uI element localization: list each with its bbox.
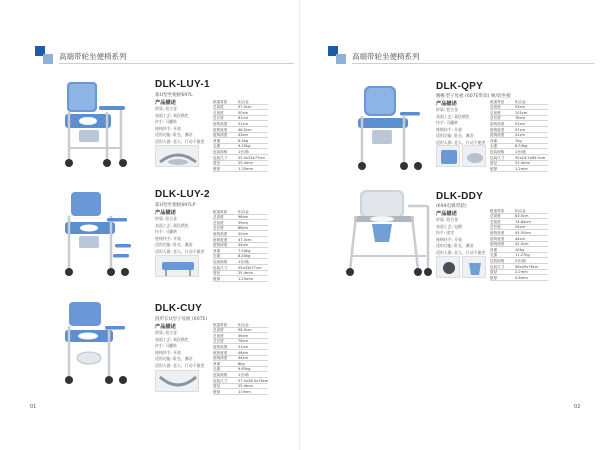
product-image [55,188,137,280]
detail-photo [155,255,199,277]
right-page [300,0,600,450]
product-image [55,296,137,388]
product-subtitle: 靠U型坐便板697L [155,93,193,98]
desc-title: 产品描述 [436,101,457,107]
product-subtitle: 圆形长U型子母板 (607E) [155,317,208,322]
page-number: 02 [574,404,581,410]
detail-photo [155,370,199,392]
header-square-light [336,54,346,64]
spec-table: 框架材质 铝合金 总高度 83.5cm 总宽度 74-84cm 总长度 54cm 座椅高度 45-55cm 座椅宽度 44cm 座椅深度 42.5cm 净重 10kg 毛重 11.27kg 包装规格 2台/箱 包装尺寸 58x29x76cm 管径 2.2mm 壁厚 0.8mm [490,208,548,281]
detail-photo [436,256,460,278]
detail-photo [462,145,486,167]
desc-title: 产品描述 [155,324,176,330]
page-number: 01 [30,404,37,410]
spec-table: 框架材质 铝合金 总高度 96cm 总宽度 59cm 总长度 86cm 座椅高度 50cm 座椅宽度 47.5cm 座椅深度 44cm 净重 7.54kg 毛重 8.45kg 包装规格 1台/箱 包装尺寸 55x33x77cm 管径 25.4mm 壁厚 1.25mm [213,209,268,282]
product-model: DLK-LUY-2 [155,189,210,200]
product-model: DLK-LUY-1 [155,79,210,90]
detail-photo [436,145,460,167]
product-image [55,78,137,170]
series-title: 高端带轮坐便椅系列 [352,52,420,61]
product-subtitle: 腰椎型子母板 (607E带软) 硬/软坐板 [436,94,511,99]
product-subtitle: (694电镀带轮) [436,204,467,209]
header-rule [352,63,594,64]
desc-title: 产品描述 [436,211,457,217]
product-desc: 材质: 铝合金 表面工艺: 氧化喷色 扶手: 可翻转 座椅扶手: 开放 适用功能: 卧坐、淋浴 适用人群: 老人、行动不便者 [155,216,205,254]
product-desc: 材质: 铝合金 表面工艺: 氧化喷色 扶手: 可翻转 座椅扶手: 开放 适用功能: 卧坐、淋浴 适用人群: 老人、行动不便者 [436,107,486,145]
desc-title: 产品描述 [155,210,176,216]
spec-table: 框架材质 铝合金 总高度 93cm 总宽度 101cm 总长度 78cm 座椅高度 51cm 座椅宽度 47cm 座椅深度 41cm 净重 7kg 毛重 8.53kg 包装规格 1台/箱 包装尺寸 52x23.5x83.5cm 管径 25.4mm 壁厚 1.2mm [490,99,548,172]
product-model: DLK-DDY [436,191,484,202]
series-title: 高端带轮坐便椅系列 [59,52,127,61]
header-rule [59,63,294,64]
detail-photo [155,145,199,167]
product-model: DLK-QPY [436,81,484,92]
product-subtitle: 靠U型坐便板697LP [155,203,196,208]
product-desc: 材质: 铝合金 表面工艺: 氧化喷色 扶手: 可翻转 座椅扶手: 开放 适用功能: 卧坐、淋浴 适用人群: 老人、行动不便者 [155,330,205,368]
spec-table: 框架材质 铝合金 总高度 98.5cm 总宽度 56cm 总长度 78cm 座椅高度 51cm 座椅宽度 46cm 座椅深度 44cm 净重 8kg 毛重 9.65kg 包装规格 1台/箱 包装尺寸 57.5x28.5x76cm 管径 25.4mm 壁厚 1.0mm [213,322,269,394]
spec-table: 框架材质 铝合金 总高度 97.5cm 总宽度 50cm 总长度 81cm 座椅高度 51cm 座椅宽度 46.5cm 座椅深度 43cm 净重 8.5kg 毛重 9.25kg 包装规格 1台/箱 包装尺寸 55.5x33x77cm 管径 25.4mm 壁厚 1.25mm [213,99,268,172]
product-desc: 材质: 铝合金 表面工艺: 电镀 扶手: 固定 座椅扶手: 开放 适用功能: 卧坐、淋浴 适用人群: 老人、行动不便者 [436,217,486,255]
product-image [348,80,428,172]
detail-photo [462,256,486,278]
product-model: DLK-CUY [155,303,203,314]
product-image [342,186,432,278]
header-square-light [43,54,53,64]
product-desc: 材质: 铝合金 表面工艺: 氧化喷色 扶手: 可翻转 座椅扶手: 开放 适用功能: 卧坐、淋浴 适用人群: 老人、行动不便者 [155,106,205,144]
desc-title: 产品描述 [155,100,176,106]
